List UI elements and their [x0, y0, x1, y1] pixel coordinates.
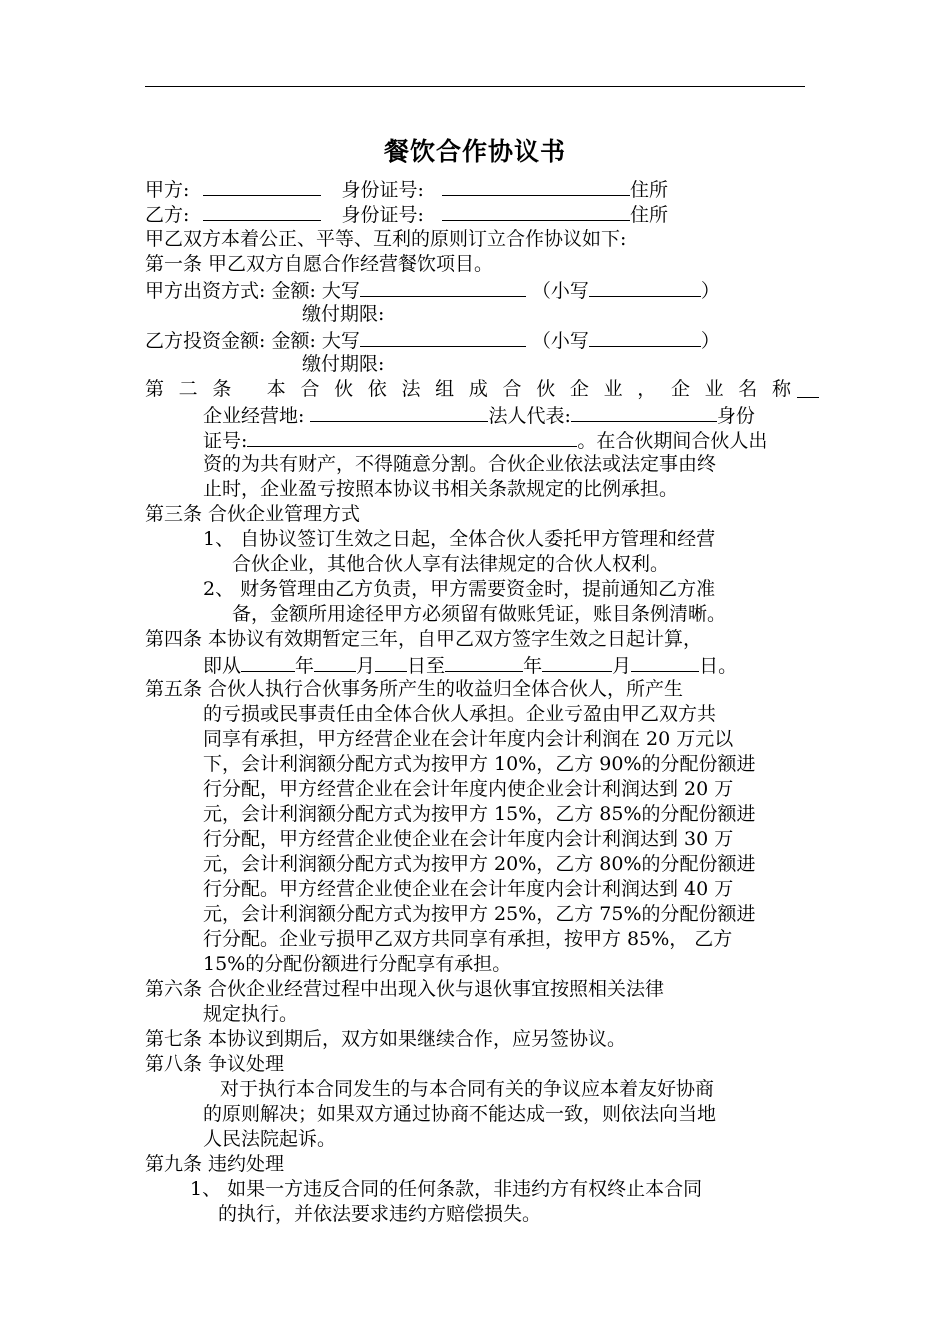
party-b-name-blank[interactable]	[203, 201, 321, 221]
article-2-line-1: 第二条 本合伙依法组成合伙企业，企业名称	[145, 378, 791, 400]
party-a-address-label: 住所	[629, 179, 668, 201]
article-2-line-5: 止时，企业盈亏按照本协议书相关条款规定的比例承担。	[203, 478, 679, 500]
article-1: 第一条 甲乙双方自愿合作经营餐饮项目。	[145, 253, 494, 275]
legal-rep-blank[interactable]	[571, 402, 717, 422]
party-b-contribution-label: 乙方投资金额: 金额: 大写	[145, 330, 360, 352]
document-title: 餐饮合作协议书	[383, 137, 566, 166]
party-b-label: 乙方:	[145, 204, 190, 226]
start-year-blank[interactable]	[241, 652, 295, 672]
party-a-contribution-row: 甲方出资方式: 金额: 大写 （小写 ）	[145, 277, 720, 303]
party-b-id-label: 身份证号:	[341, 204, 424, 226]
party-a-amount-figures-blank[interactable]	[589, 277, 701, 297]
party-a-name-blank[interactable]	[203, 176, 321, 196]
article-2-line-2: 企业经营地: 法人代表: 身份	[203, 402, 755, 428]
article-2-line-4: 资的为共有财产，不得随意分割。合伙企业依法或法定事由终	[203, 453, 717, 475]
article-3-item-2-line-2: 备，金额所用途径甲方必须留有做账凭证，账目条例清晰。	[232, 603, 727, 625]
enterprise-name-blank[interactable]	[797, 378, 819, 398]
article-4-line-1: 第四条 本协议有效期暂定三年，自甲乙双方签字生效之日起计算，	[145, 628, 703, 650]
party-b-address-label: 住所	[629, 204, 668, 226]
article-8-line-3: 人民法院起诉。	[203, 1128, 337, 1150]
article-5-line-2: 的亏损或民事责任由全体合伙人承担。企业亏盈由甲乙双方共	[203, 703, 717, 725]
article-8-line-2: 的原则解决；如果双方通过协商不能达成一致，则依法向当地	[203, 1103, 717, 1125]
article-5-line-6: 元，会计利润额分配方式为按甲方 15%，乙方 85%的分配份额进	[203, 803, 756, 825]
article-7: 第七条 本协议到期后，双方如果继续合作，应另签协议。	[145, 1028, 627, 1050]
party-b-row	[145, 201, 668, 227]
article-4-line-2: 即从 年 月 日至 年 月 日。	[203, 652, 737, 678]
party-b-amount-figures-blank[interactable]	[589, 327, 701, 347]
article-9-item-1-line-1: 1、 如果一方违反合同的任何条款，非违约方有权终止本合同	[190, 1178, 703, 1200]
party-a-row	[145, 176, 668, 202]
business-address-blank[interactable]	[310, 402, 488, 422]
article-9-item-1-line-2: 的执行，并依法要求违约方赔偿损失。	[218, 1203, 542, 1225]
party-b-id-blank[interactable]	[442, 201, 630, 221]
party-a-amount-words-blank[interactable]	[360, 277, 526, 297]
party-b-amount-words-blank[interactable]	[360, 327, 526, 347]
article-3-item-1-line-2: 合伙企业，其他合伙人享有法律规定的合伙人权利。	[232, 553, 670, 575]
party-a-payment-deadline: 缴付期限:	[302, 303, 385, 325]
header-rule	[145, 86, 805, 87]
article-3-item-2-line-1: 2、 财务管理由乙方负责，甲方需要资金时，提前通知乙方准	[203, 578, 716, 600]
article-5-line-1: 第五条 合伙人执行合伙事务所产生的收益归全体合伙人，所产生	[145, 678, 684, 700]
article-5-line-7: 行分配，甲方经营企业使企业在会计年度内会计利润达到 30 万	[203, 828, 734, 850]
party-a-contribution-label: 甲方出资方式: 金额: 大写	[145, 280, 360, 302]
party-b-contribution-row: 乙方投资金额: 金额: 大写 （小写 ）	[145, 327, 720, 353]
end-year-blank[interactable]	[445, 652, 523, 672]
article-8-line-1: 对于执行本合同发生的与本合同有关的争议应本着友好协商	[220, 1078, 715, 1100]
end-day-blank[interactable]	[631, 652, 699, 672]
start-day-blank[interactable]	[375, 652, 407, 672]
article-5-line-3: 同享有承担，甲方经营企业在会计年度内会计利润在 20 万元以	[203, 728, 734, 750]
legal-rep-id-blank[interactable]	[247, 427, 577, 447]
article-8-heading: 第八条 争议处理	[145, 1053, 285, 1075]
article-5-line-9: 行分配。甲方经营企业使企业在会计年度内会计利润达到 40 万	[203, 878, 734, 900]
article-5-line-4: 下，会计利润额分配方式为按甲方 10%，乙方 90%的分配份额进	[203, 753, 756, 775]
article-9-heading: 第九条 违约处理	[145, 1153, 285, 1175]
article-6-line-1: 第六条 合伙企业经营过程中出现入伙与退伙事宜按照相关法律	[145, 978, 665, 1000]
article-5-line-8: 元，会计利润额分配方式为按甲方 20%，乙方 80%的分配份额进	[203, 853, 756, 875]
party-b-payment-deadline: 缴付期限:	[302, 353, 385, 375]
article-6-line-2: 规定执行。	[203, 1003, 299, 1025]
party-a-id-blank[interactable]	[442, 176, 630, 196]
article-5-line-12: 15%的分配份额进行分配享有承担。	[203, 953, 512, 975]
start-month-blank[interactable]	[314, 652, 356, 672]
article-5-line-5: 行分配，甲方经营企业在会计年度内使企业会计利润达到 20 万	[203, 778, 734, 800]
article-2-line-3: 证号: 。在合伙期间合伙人出	[203, 427, 767, 453]
end-month-blank[interactable]	[542, 652, 612, 672]
article-3-item-1-line-1: 1、 自协议签订生效之日起，全体合伙人委托甲方管理和经营	[203, 528, 716, 550]
article-3-heading: 第三条 合伙企业管理方式	[145, 503, 361, 525]
preamble: 甲乙双方本着公正、平等、互利的原则订立合作协议如下:	[145, 228, 627, 250]
party-a-id-label: 身份证号:	[341, 179, 424, 201]
article-5-line-10: 元，会计利润额分配方式为按甲方 25%，乙方 75%的分配份额进	[203, 903, 756, 925]
article-5-line-11: 行分配。企业亏损甲乙双方共同享有承担，按甲方 85%， 乙方	[203, 928, 733, 950]
party-a-label: 甲方:	[145, 179, 190, 201]
